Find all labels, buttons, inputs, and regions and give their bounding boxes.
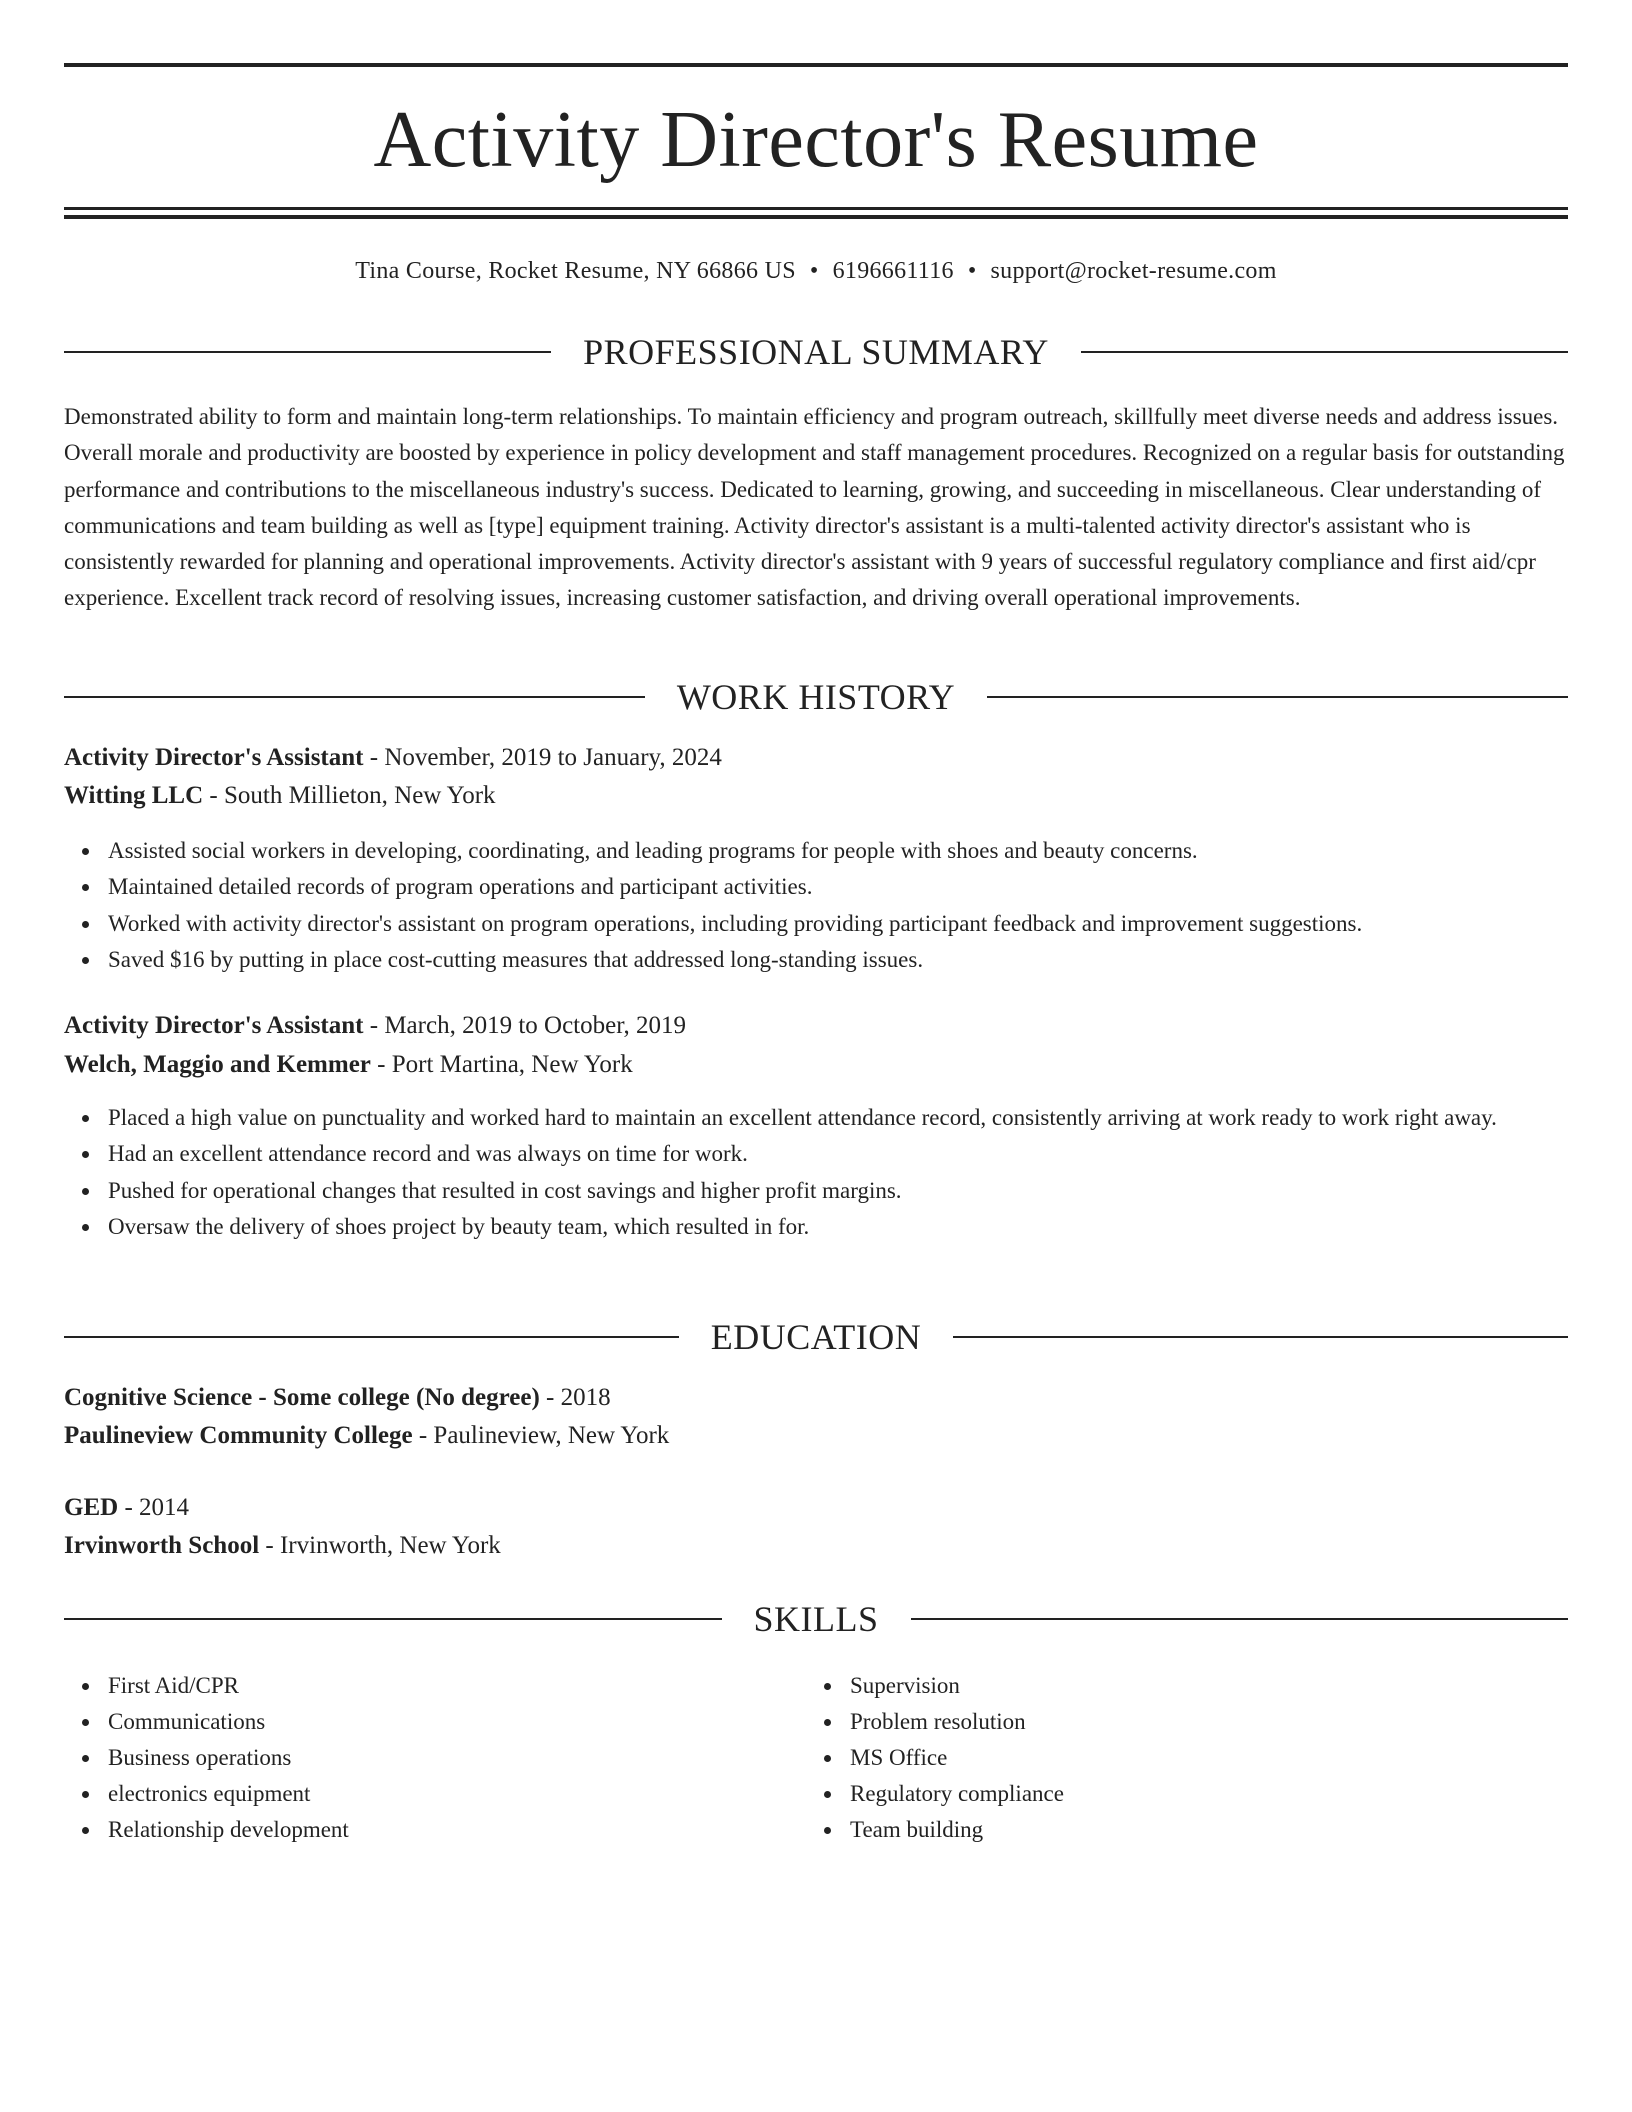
job-bullet-list (64, 1100, 1612, 1245)
section-heading-skills (64, 1597, 1568, 1641)
skill-item: MS Office (850, 1740, 1550, 1776)
education-year: - 2018 (546, 1384, 611, 1411)
contact-email: support@rocket-resume.com (990, 258, 1277, 284)
job-title: Activity Director's Assistant (64, 1012, 364, 1039)
skills-list-right (806, 1668, 1550, 1848)
heading-rule (64, 696, 645, 698)
heading-rule (64, 1336, 679, 1338)
heading-rule (911, 1618, 1569, 1620)
contact-phone: 6196661116 (832, 258, 954, 284)
section-heading-work-history (64, 675, 1568, 719)
skill-item: Regulatory compliance (850, 1776, 1550, 1812)
skill-item: Team building (850, 1812, 1550, 1848)
skill-item: First Aid/CPR (108, 1668, 808, 1704)
job-company-line (64, 1047, 1568, 1083)
list-item: Had an excellent attendance record and was always on time for work. (108, 1136, 1612, 1172)
title-rule-lower (64, 215, 1568, 219)
education-school: Irvinworth School (64, 1532, 260, 1559)
job-company: Witting LLC (64, 782, 204, 809)
job-location: - Port Martina, New York (377, 1051, 633, 1078)
job-company-line (64, 778, 1568, 814)
list-item: Assisted social workers in developing, coordinating, and leading programs for people with shoes and beauty concerns. (108, 833, 1612, 869)
heading-rule (64, 1618, 722, 1620)
job-dates: - March, 2019 to October, 2019 (369, 1012, 687, 1039)
contact-address: Tina Course, Rocket Resume, NY 66866 US (355, 258, 796, 284)
education-school: Paulineview Community College (64, 1422, 413, 1449)
education-school-line (64, 1418, 1568, 1454)
education-year: - 2014 (124, 1494, 190, 1521)
contact-separator: • (967, 258, 977, 284)
job-title-line (64, 1008, 1568, 1044)
resume-title: Activity Director's Resume (373, 96, 1259, 184)
education-degree: Cognitive Science - Some college (No degree) (64, 1384, 540, 1411)
heading-rule (1081, 351, 1568, 353)
job-title-line (64, 740, 1568, 776)
list-item: Pushed for operational changes that resulted in cost savings and higher profit margins. (108, 1173, 1612, 1209)
job-company: Welch, Maggio and Kemmer (64, 1051, 371, 1078)
job-title: Activity Director's Assistant (64, 744, 364, 771)
job-dates: - November, 2019 to January, 2024 (369, 744, 722, 771)
list-item: Oversaw the delivery of shoes project by beauty team, which resulted in for. (108, 1209, 1612, 1245)
contact-line (64, 255, 1568, 287)
section-heading-education (64, 1315, 1568, 1359)
skill-item: Communications (108, 1704, 808, 1740)
list-item: Maintained detailed records of program operations and participant activities. (108, 869, 1612, 905)
section-heading-summary (64, 330, 1568, 374)
skill-item: Business operations (108, 1740, 808, 1776)
heading-rule (64, 351, 551, 353)
skill-item: Relationship development (108, 1812, 808, 1848)
skill-item: electronics equipment (108, 1776, 808, 1812)
summary-text: Demonstrated ability to form and maintain long-term relationships. To maintain efficiency and program outreach, skillfully meet diverse needs and address issues. Overall morale and productivity are boosted by experience in policy development and staff management procedures. Recognized on a regular basis for outstanding performance and contributions to the miscellaneous industry's success. Dedicated to learning, growing, and succeeding in miscellaneous. Clear understanding of communications and team building as well as [type] equipment training. Activity director's assistant is a multi-talented activity director's assistant who is consistently rewarded for planning and operational improvements. Activity director's assistant with 9 years of successful regulatory compliance and first aid/cpr experience. Excellent track record of resolving issues, increasing customer satisfaction, and driving overall operational improvements. (64, 404, 1565, 611)
section-title: WORK HISTORY (676, 677, 956, 717)
education-degree: GED (64, 1494, 119, 1521)
education-location: - Irvinworth, New York (265, 1532, 501, 1559)
section-title: EDUCATION (710, 1317, 922, 1357)
list-item: Placed a high value on punctuality and worked hard to maintain an excellent attendance record, consistently arriving at work ready to work right away. (108, 1100, 1612, 1136)
skills-list-left (64, 1668, 808, 1848)
heading-rule (953, 1336, 1568, 1338)
list-item: Saved $16 by putting in place cost-cutting measures that addressed long-standing issues. (108, 942, 1612, 978)
job-location: - South Millieton, New York (209, 782, 496, 809)
heading-rule (987, 696, 1568, 698)
section-title: PROFESSIONAL SUMMARY (583, 332, 1049, 372)
contact-separator: • (809, 258, 819, 284)
education-degree-line (64, 1380, 1568, 1416)
title-rule-upper (64, 207, 1568, 210)
job-bullet-list (64, 833, 1612, 978)
education-school-line (64, 1528, 1568, 1564)
education-degree-line (64, 1490, 1568, 1526)
skill-item: Problem resolution (850, 1704, 1550, 1740)
top-rule (64, 63, 1568, 67)
education-location: - Paulineview, New York (418, 1422, 670, 1449)
skill-item: Supervision (850, 1668, 1550, 1704)
section-title: SKILLS (753, 1599, 879, 1639)
list-item: Worked with activity director's assistant on program operations, including providing participant feedback and improvement suggestions. (108, 906, 1612, 942)
